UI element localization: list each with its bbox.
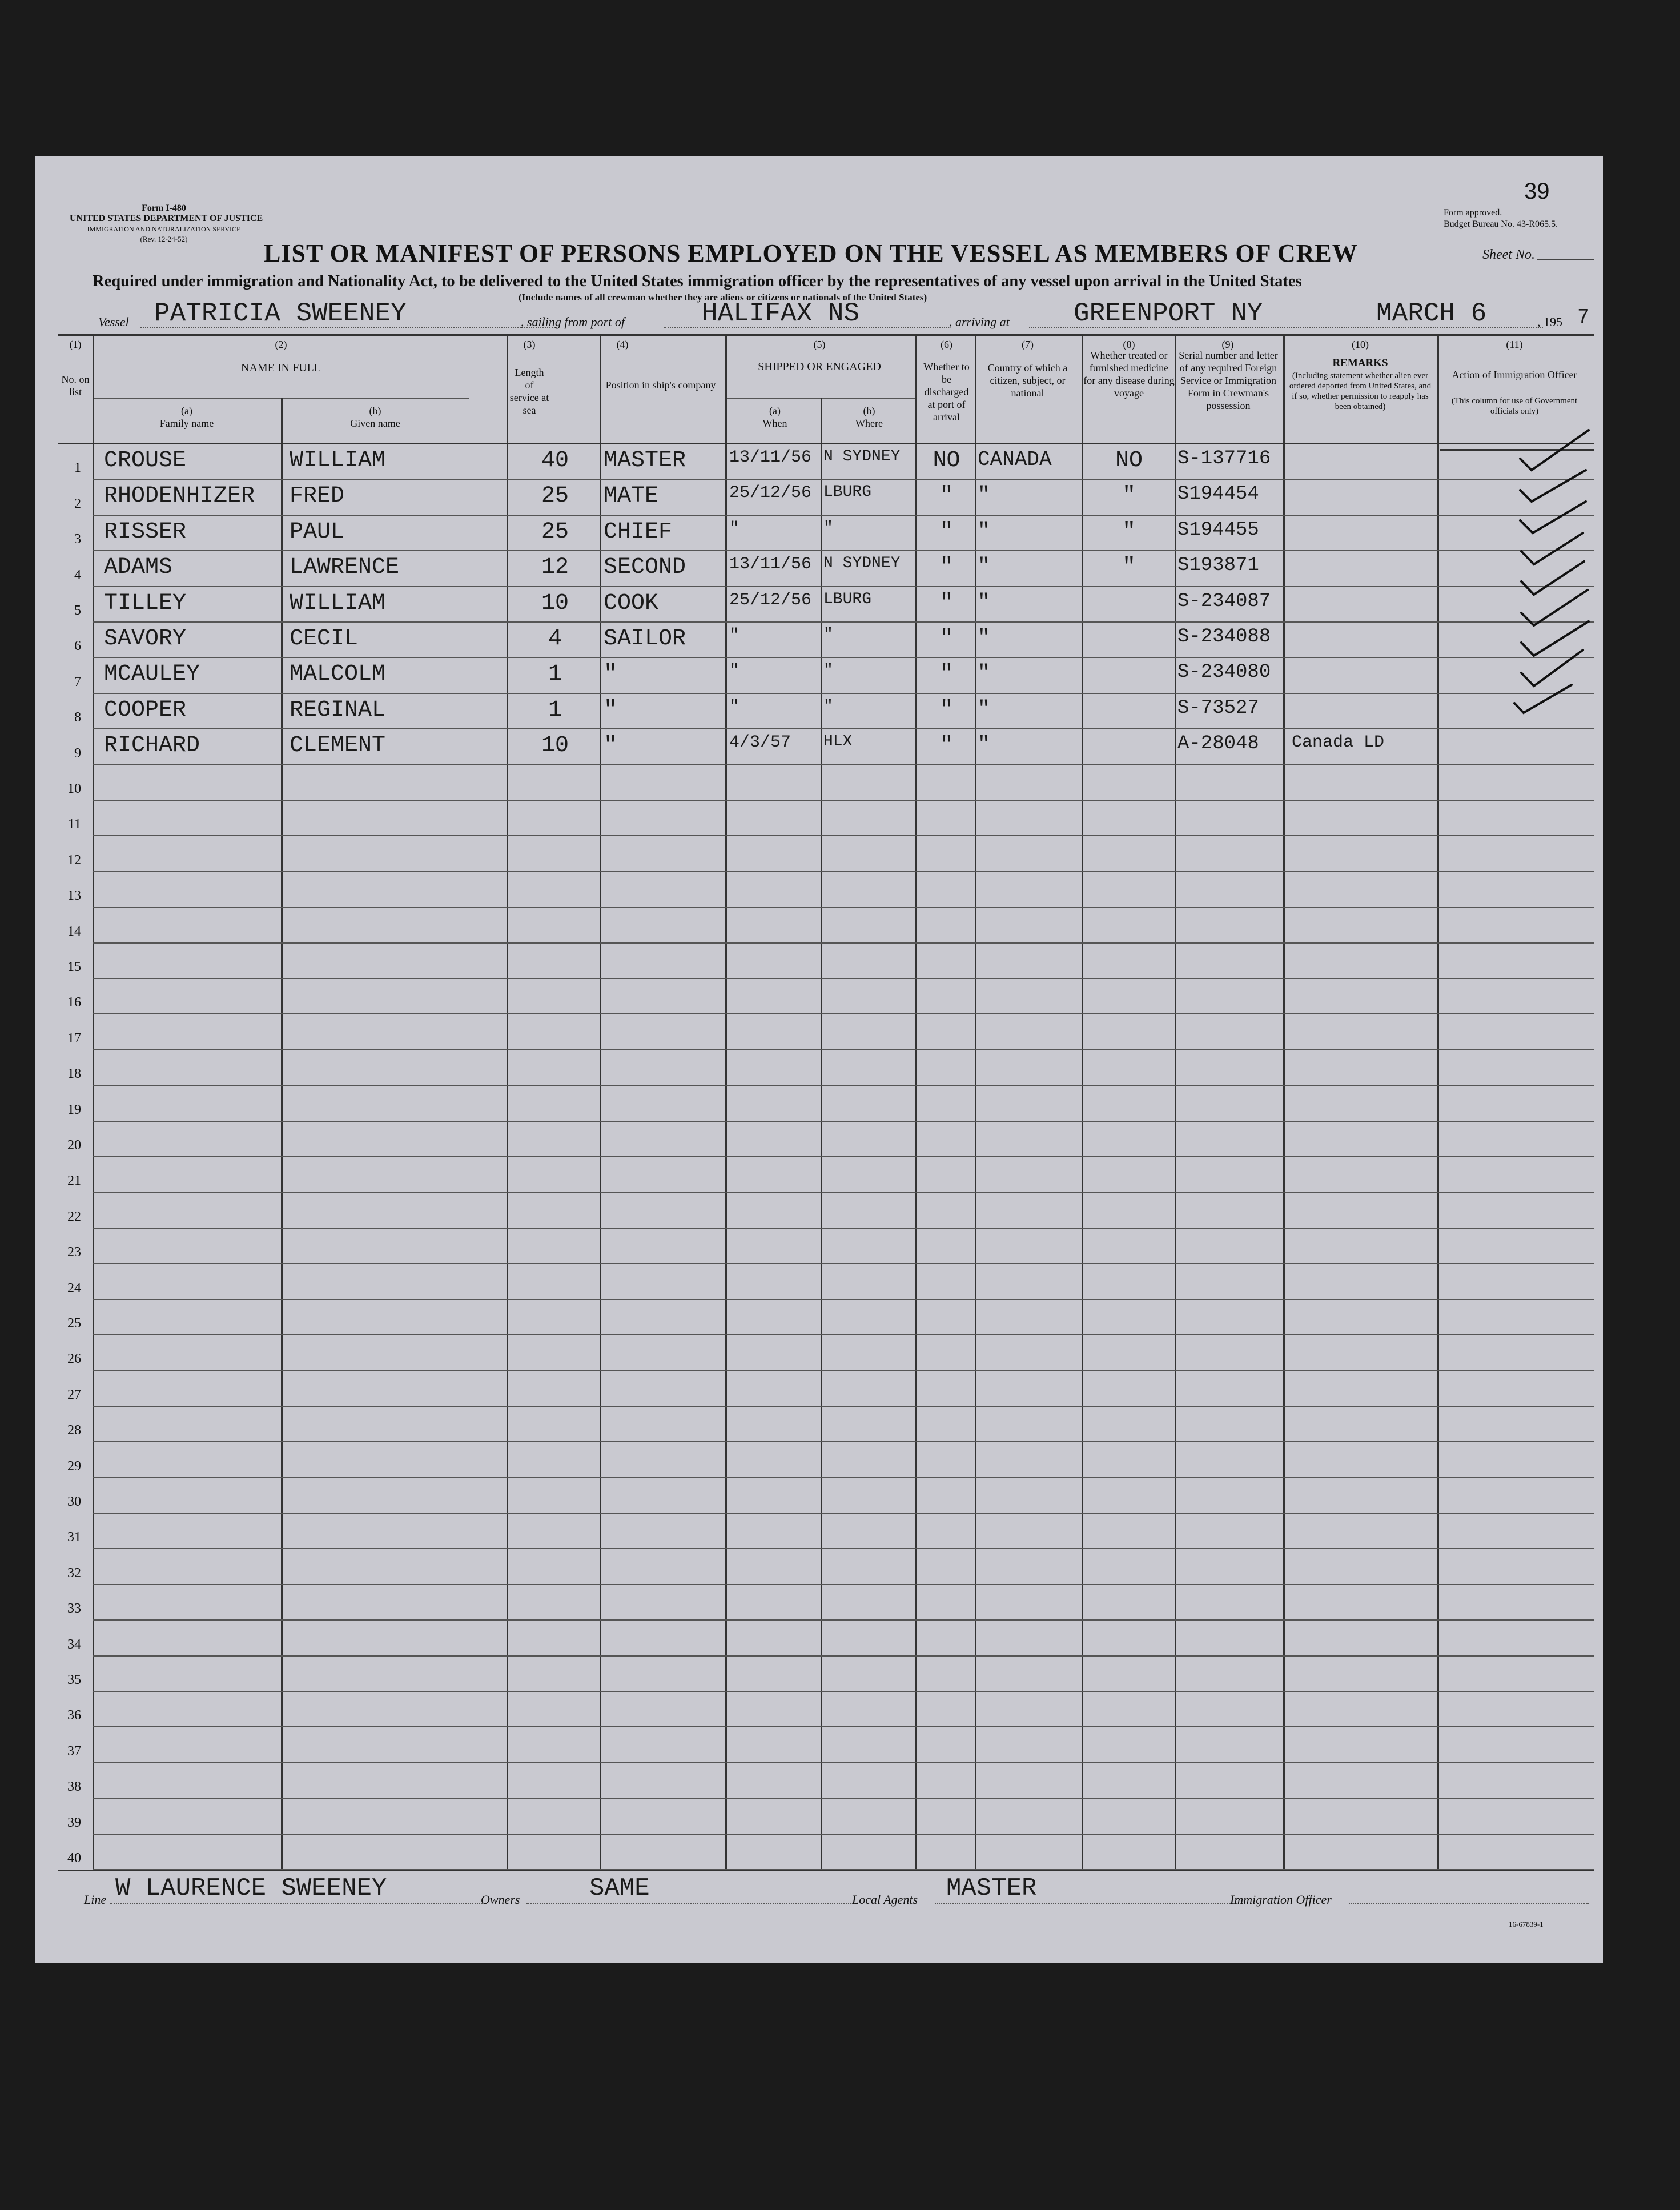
col-family-name — [93, 404, 281, 430]
form-revision: (Rev. 12-24-52) — [140, 235, 188, 243]
check-icon — [1521, 533, 1583, 564]
form-header-block — [70, 203, 263, 244]
length-cell: 40 — [541, 448, 569, 474]
page-title: LIST OR MANIFEST OF PERSONS EMPLOYED ON THE VESSEL AS MEMBERS OF CREW — [264, 239, 1358, 267]
owners-value: SAME — [589, 1874, 650, 1903]
length-cell: 4 — [548, 626, 562, 652]
row-number: 25 — [67, 1316, 81, 1331]
when-cell: " — [729, 697, 740, 717]
family-name-cell: COOPER — [104, 697, 187, 723]
where-cell: " — [823, 697, 833, 715]
discharged-cell: " — [939, 733, 954, 759]
arrival-date: MARCH 6 — [1376, 299, 1487, 328]
page-subtitle: Required under immigration and Nationality Act, to be delivered to the United States immigration officer by the representatives of any vessel upon arrival in the United States — [93, 272, 1302, 290]
country-cell: " — [978, 697, 990, 721]
col-3-number: (3) — [523, 339, 536, 350]
row-rule — [93, 1334, 1594, 1335]
col-length: Length of service at sea — [509, 367, 549, 416]
row-rule — [93, 1548, 1594, 1549]
owners-label: Owners — [481, 1892, 520, 1907]
row-number: 1 — [74, 460, 81, 476]
family-name-cell: RICHARD — [104, 733, 200, 759]
family-name-cell: ADAMS — [104, 555, 173, 581]
agents-value: MASTER — [946, 1874, 1037, 1903]
row-number: 14 — [67, 924, 81, 939]
row-rule — [93, 1406, 1594, 1407]
row-number: 30 — [67, 1494, 81, 1509]
approval-block — [1444, 207, 1558, 230]
discharged-cell: " — [939, 626, 954, 652]
arrival-line-dots — [1029, 327, 1543, 328]
when-cell: 25/12/56 — [729, 590, 812, 610]
row-number: 5 — [74, 603, 81, 618]
year-prefix: , 195 — [1537, 315, 1562, 329]
col-5-number: (5) — [813, 339, 826, 350]
line-dots — [110, 1903, 487, 1904]
row-number: 37 — [67, 1743, 81, 1759]
row-rule — [93, 1834, 1594, 1835]
row-rule — [93, 1013, 1594, 1014]
length-cell: 10 — [541, 733, 569, 759]
row-number: 22 — [67, 1209, 81, 1224]
vessel-line-dots — [140, 327, 557, 328]
row-rule — [93, 1513, 1594, 1514]
when-cell: " — [729, 661, 740, 681]
col-divider — [821, 398, 822, 1871]
row-number: 29 — [67, 1458, 81, 1474]
col-divider — [915, 334, 917, 1871]
position-cell: MATE — [604, 483, 659, 510]
where-cell: " — [823, 661, 833, 680]
given-name-cell: WILLIAM — [290, 448, 386, 474]
row-number: 20 — [67, 1138, 81, 1153]
row-rule — [93, 1477, 1594, 1478]
row-number: 10 — [67, 781, 81, 796]
position-cell: SECOND — [604, 555, 686, 581]
col-4-number: (4) — [616, 339, 629, 350]
col-where — [823, 404, 915, 430]
row-number: 26 — [67, 1351, 81, 1367]
col-no-on-list: No. on list — [61, 374, 90, 398]
col-shipped: SHIPPED OR ENGAGED — [758, 360, 881, 373]
when-cell: 13/11/56 — [729, 448, 812, 467]
row-number: 23 — [67, 1245, 81, 1260]
officer-checkmarks — [1486, 424, 1594, 996]
row-number: 21 — [67, 1173, 81, 1189]
agents-dots — [935, 1903, 1243, 1904]
row-rule — [93, 479, 1594, 480]
owners-dots — [526, 1903, 858, 1904]
col-discharged: Whether to be discharged at port of arrival — [923, 361, 970, 423]
row-number: 8 — [74, 710, 81, 725]
row-rule — [93, 764, 1594, 765]
given-name-cell: FRED — [290, 483, 345, 510]
treated-cell: NO — [1115, 448, 1143, 474]
page-subtitle-note: (Include names of all crewman whether they are aliens or citizens or nationals of the United States) — [519, 292, 927, 303]
col-divider — [1437, 334, 1439, 1871]
col-divider — [725, 334, 727, 1871]
check-icon — [1521, 590, 1587, 625]
discharged-cell: " — [939, 697, 954, 723]
row-rule — [93, 1691, 1594, 1692]
position-cell: MASTER — [604, 448, 686, 474]
row-number: 27 — [67, 1387, 81, 1402]
serial-cell: S-234088 — [1177, 626, 1271, 648]
row-rule — [93, 1869, 1594, 1870]
arrival-port: GREENPORT NY — [1074, 299, 1263, 328]
form-approved: Form approved. — [1444, 208, 1502, 218]
discharged-cell: " — [939, 555, 954, 581]
serial-cell: S-73527 — [1177, 697, 1259, 719]
year-suffix: 7 — [1577, 306, 1590, 329]
country-cell: CANADA — [978, 448, 1052, 471]
department-name: UNITED STATES DEPARTMENT OF JUSTICE — [70, 214, 263, 223]
position-cell: CHIEF — [604, 519, 673, 545]
row-rule — [93, 1370, 1594, 1371]
row-number: 17 — [67, 1030, 81, 1046]
line-value: W LAURENCE SWEENEY — [115, 1874, 387, 1903]
row-rule — [93, 1798, 1594, 1799]
row-rule — [93, 1299, 1594, 1300]
row-rule — [93, 800, 1594, 801]
row-rule — [93, 1726, 1594, 1727]
col-action-note: (This column for use of Government officials only) — [1451, 396, 1578, 416]
row-rule — [93, 1156, 1594, 1157]
when-cell: " — [729, 626, 740, 645]
country-cell: " — [978, 661, 990, 685]
row-rule — [93, 1121, 1594, 1122]
position-cell: COOK — [604, 590, 659, 616]
col-given-name — [281, 404, 469, 430]
col-country: Country of which a citizen, subject, or national — [987, 362, 1068, 399]
check-icon — [1521, 650, 1583, 686]
row-number: 18 — [67, 1066, 81, 1082]
check-icon — [1514, 685, 1572, 713]
port-line-dots — [664, 327, 949, 328]
row-number: 35 — [67, 1672, 81, 1687]
country-cell: " — [978, 483, 990, 507]
discharged-cell: " — [939, 519, 954, 545]
row-rule — [93, 621, 1594, 623]
check-icon — [1520, 470, 1586, 502]
col-when — [729, 404, 821, 430]
row-number: 32 — [67, 1565, 81, 1581]
officer-dots — [1349, 1903, 1589, 1904]
when-cell: 4/3/57 — [729, 733, 791, 753]
table-top-border — [58, 334, 1594, 336]
row-number: 16 — [67, 995, 81, 1010]
row-number: 2 — [74, 496, 81, 511]
row-rule — [93, 907, 1594, 908]
given-name-cell: LAWRENCE — [290, 555, 400, 581]
treated-cell: " — [1122, 519, 1136, 545]
given-name-cell: CLEMENT — [290, 733, 386, 759]
when-label: When — [762, 418, 787, 429]
row-rule — [93, 550, 1594, 551]
form-number: Form I-480 — [142, 203, 186, 213]
check-icon — [1521, 561, 1584, 595]
when-cell: 25/12/56 — [729, 483, 812, 503]
col-remarks-note: (Including statement whether alien ever ordered deported from United States, and if so, whether permission to reapply has been obtained) — [1289, 371, 1432, 411]
row-rule — [93, 1049, 1594, 1050]
row-number: 38 — [67, 1779, 81, 1795]
where-cell: N SYDNEY — [823, 555, 901, 573]
col-divider — [93, 334, 94, 1871]
row-rule — [93, 1441, 1594, 1442]
where-cell: " — [823, 626, 833, 644]
position-cell: SAILOR — [604, 626, 686, 652]
discharged-cell: " — [939, 483, 954, 510]
where-label: Where — [855, 418, 883, 429]
row-rule — [93, 1762, 1594, 1763]
length-cell: 1 — [548, 661, 562, 688]
where-cell: " — [823, 519, 833, 537]
serial-cell: S194455 — [1177, 519, 1259, 541]
serial-cell: S-137716 — [1177, 448, 1271, 470]
length-cell: 1 — [548, 697, 562, 723]
col-divider — [975, 334, 976, 1871]
row-number: 34 — [67, 1637, 81, 1652]
header-bottom-border — [58, 443, 1594, 444]
col-11-number: (11) — [1506, 339, 1523, 350]
discharged-cell: NO — [933, 448, 960, 474]
row-number: 4 — [74, 567, 81, 583]
row-number: 7 — [74, 674, 81, 689]
row-rule — [93, 871, 1594, 872]
where-cell: HLX — [823, 733, 853, 751]
country-cell: " — [978, 733, 990, 757]
where-cell: N SYDNEY — [823, 448, 901, 466]
family-name-cell: TILLEY — [104, 590, 187, 616]
col-name-in-full: NAME IN FULL — [241, 362, 321, 374]
discharged-cell: " — [939, 590, 954, 616]
vessel-name: PATRICIA SWEENEY — [154, 299, 407, 328]
row-number: 31 — [67, 1530, 81, 1545]
country-cell: " — [978, 519, 990, 543]
treated-cell: " — [1122, 555, 1136, 581]
vessel-label: Vessel — [98, 315, 129, 329]
check-icon — [1520, 502, 1586, 533]
family-name-cell: MCAULEY — [104, 661, 200, 688]
col-divider — [281, 398, 283, 1871]
country-cell: " — [978, 555, 990, 579]
col-divider — [507, 334, 508, 1871]
col-divider — [1175, 334, 1176, 1871]
given-name-cell: PAUL — [290, 519, 345, 545]
officer-label: Immigration Officer — [1230, 1892, 1332, 1907]
row-rule — [93, 657, 1594, 658]
row-rule — [93, 1619, 1594, 1621]
given-letter: (b) — [369, 405, 381, 416]
row-rule — [93, 1228, 1594, 1229]
col-action: Action of Immigration Officer — [1452, 369, 1577, 380]
serial-cell: S-234087 — [1177, 590, 1271, 612]
position-cell: " — [604, 661, 618, 688]
service-name: IMMIGRATION AND NATURALIZATION SERVICE — [87, 225, 241, 233]
family-name-cell: SAVORY — [104, 626, 187, 652]
country-cell: " — [978, 626, 990, 649]
print-code: 16-67839-1 — [1509, 1920, 1544, 1928]
row-rule — [93, 942, 1594, 944]
line-label: Line — [84, 1892, 107, 1907]
col-divider — [1283, 334, 1285, 1871]
family-letter: (a) — [181, 405, 192, 416]
col-7-number: (7) — [1022, 339, 1034, 350]
discharged-cell: " — [939, 661, 954, 688]
remarks-cell: Canada LD — [1292, 733, 1385, 753]
when-cell: 13/11/56 — [729, 555, 812, 575]
row-rule — [93, 728, 1594, 729]
serial-cell: S-234080 — [1177, 661, 1271, 684]
row-number: 36 — [67, 1708, 81, 1723]
where-cell: LBURG — [823, 483, 872, 502]
row-rule — [93, 1584, 1594, 1585]
row-rule — [93, 586, 1594, 587]
serial-cell: S193871 — [1177, 555, 1259, 577]
row-number: 40 — [67, 1851, 81, 1866]
length-cell: 12 — [541, 555, 569, 581]
given-name-cell: MALCOLM — [290, 661, 386, 688]
manifest-page — [35, 156, 1603, 1963]
family-name-cell: RISSER — [104, 519, 187, 545]
col-1-number: (1) — [69, 339, 82, 350]
given-label: Given name — [350, 418, 400, 429]
row-rule — [93, 1085, 1594, 1086]
departure-port: HALIFAX NS — [702, 299, 860, 328]
row-rule — [93, 1263, 1594, 1264]
row-rule — [93, 1192, 1594, 1193]
row-rule — [93, 693, 1594, 694]
where-letter: (b) — [863, 405, 875, 416]
check-icon — [1520, 430, 1589, 470]
serial-cell: A-28048 — [1177, 733, 1259, 755]
row-rule — [93, 978, 1594, 979]
sheet-number: 39 — [1524, 179, 1550, 204]
col-6-number: (6) — [941, 339, 952, 350]
treated-cell: " — [1122, 483, 1136, 510]
col-8-number: (8) — [1123, 339, 1135, 350]
family-name-cell: RHODENHIZER — [104, 483, 255, 510]
row-number: 19 — [67, 1102, 81, 1117]
col-treated: Whether treated or furnished medicine for any disease during voyage — [1083, 350, 1175, 399]
position-cell: " — [604, 697, 618, 723]
sheet-label: Sheet No. — [1482, 247, 1535, 262]
row-number: 15 — [67, 960, 81, 974]
given-name-cell: CECIL — [290, 626, 359, 652]
col-position: Position in ship's company — [605, 379, 716, 391]
col-divider — [600, 334, 601, 1871]
country-cell: " — [978, 590, 990, 614]
row-number: 11 — [67, 817, 81, 832]
row-number: 13 — [67, 888, 81, 904]
row-number: 28 — [67, 1423, 81, 1438]
row-rule — [93, 835, 1594, 836]
row-number: 3 — [74, 532, 81, 547]
row-number: 12 — [67, 852, 81, 868]
col-serial: Serial number and letter of any required Foreign Service or Immigration Form in Crewman's possession — [1179, 350, 1278, 411]
where-cell: LBURG — [823, 590, 872, 608]
when-letter: (a) — [769, 405, 781, 416]
given-name-cell: WILLIAM — [290, 590, 386, 616]
col-10-number: (10) — [1352, 339, 1369, 350]
agents-label: Local Agents — [852, 1892, 918, 1907]
row-number: 6 — [74, 639, 81, 654]
sheet-line — [1537, 259, 1594, 260]
length-cell: 10 — [541, 590, 569, 616]
check-icon — [1521, 621, 1589, 656]
serial-cell: S194454 — [1177, 483, 1259, 506]
col-9-number: (9) — [1221, 339, 1234, 350]
family-label: Family name — [159, 418, 214, 429]
length-cell: 25 — [541, 483, 569, 510]
row-number: 9 — [74, 745, 81, 761]
row-number: 33 — [67, 1601, 81, 1617]
sailing-label: , sailing from port of — [521, 315, 625, 329]
position-cell: " — [604, 733, 618, 759]
row-rule — [93, 1655, 1594, 1657]
col-remarks: REMARKS — [1332, 357, 1388, 369]
length-cell: 25 — [541, 519, 569, 545]
arriving-label: , arriving at — [949, 315, 1010, 329]
when-cell: " — [729, 519, 740, 539]
row-number: 24 — [67, 1280, 81, 1295]
row-number: 39 — [67, 1815, 81, 1830]
budget-bureau: Budget Bureau No. 43-R065.5. — [1444, 219, 1558, 229]
col-2-number: (2) — [275, 339, 287, 350]
family-name-cell: CROUSE — [104, 448, 187, 474]
given-name-cell: REGINAL — [290, 697, 386, 723]
row-rule — [93, 515, 1594, 516]
